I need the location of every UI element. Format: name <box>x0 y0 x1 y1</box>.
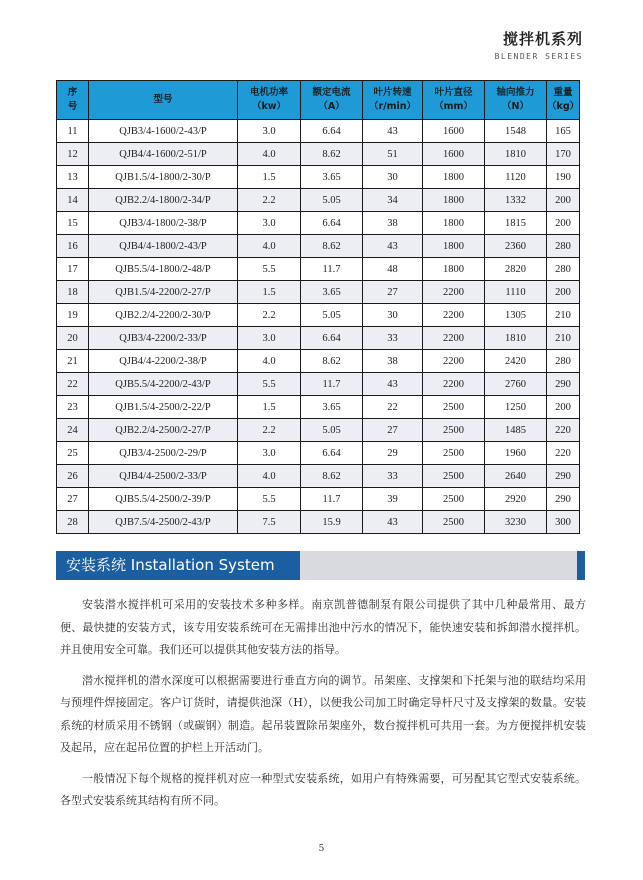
column-header <box>238 81 301 120</box>
table-cell: 2500 <box>423 488 485 511</box>
table-cell: 220 <box>547 419 580 442</box>
column-header-line: （kg） <box>547 101 580 112</box>
column-header-line: （A） <box>318 101 345 112</box>
table-cell: 1800 <box>423 166 485 189</box>
table-cell: 5.05 <box>301 189 363 212</box>
table-cell: 1960 <box>485 442 547 465</box>
table-cell: 1332 <box>485 189 547 212</box>
table-row <box>57 511 580 534</box>
column-header-line: （N） <box>502 101 529 112</box>
table-row <box>57 396 580 419</box>
table-cell: 15 <box>57 212 89 235</box>
table-cell: 19 <box>57 304 89 327</box>
column-header <box>57 81 89 120</box>
table-cell: 30 <box>363 166 423 189</box>
table-cell: 300 <box>547 511 580 534</box>
table-cell: 6.64 <box>301 212 363 235</box>
paragraph: 一般情况下每个规格的搅拌机对应一种型式安装系统，如用户有特殊需要，可另配其它型式安装系统。各型式安装系统其结构有所不同。 <box>60 771 586 807</box>
table-cell: 27 <box>57 488 89 511</box>
table-cell: QJB1.5/4-2200/2-27/P <box>89 281 238 304</box>
table-cell: 2760 <box>485 373 547 396</box>
table-cell: 43 <box>363 120 423 143</box>
table-cell: 5.5 <box>238 373 301 396</box>
table-cell: QJB2.2/4-1800/2-34/P <box>89 189 238 212</box>
table-cell: 43 <box>363 373 423 396</box>
table-cell: 3.65 <box>301 166 363 189</box>
table-cell: 15.9 <box>301 511 363 534</box>
table-cell: QJB3/4-2200/2-33/P <box>89 327 238 350</box>
page-number: 5 <box>318 844 325 854</box>
table-cell: 2500 <box>423 511 485 534</box>
table-body <box>57 120 580 534</box>
table-cell: 6.64 <box>301 120 363 143</box>
table-cell: QJB2.2/4-2500/2-27/P <box>89 419 238 442</box>
table-row <box>57 281 580 304</box>
table-cell: 3.0 <box>238 327 301 350</box>
table-cell: 5.05 <box>301 419 363 442</box>
table-cell: 6.64 <box>301 442 363 465</box>
table-cell: 13 <box>57 166 89 189</box>
table-cell: 1.5 <box>238 166 301 189</box>
table-cell: 24 <box>57 419 89 442</box>
table-cell: 23 <box>57 396 89 419</box>
paragraph: 潜水搅拌机的潜水深度可以根据需要进行垂直方向的调节。吊架座、支撑架和下托架与池的联结均采用与预埋件焊接固定。客户订货时，请提供池深（H），以便我公司加工时确定导杆尺寸及支撑架的数量。安装系统的材质采用不锈钢（或碳钢）制造。起吊装置除吊架座外，数台搅拌机可共用一套。为方便搅拌机安装及起吊，应在起吊位置的护栏上开活动门。 <box>60 673 586 754</box>
table-cell: 2500 <box>423 396 485 419</box>
table-cell: 51 <box>363 143 423 166</box>
table-cell: QJB5.5/4-2200/2-43/P <box>89 373 238 396</box>
paragraph: 安装潜水搅拌机可采用的安装技术多种多样。南京凯普德制泵有限公司提供了其中几种最常用、最方便、最快捷的安装方式，该专用安装系统可在无需排出池中污水的情况下，能快速安装和拆卸潜水搅拌机。并且使用安全可靠。我们还可以提供其他安装方法的指导。 <box>60 598 586 656</box>
table-cell: 18 <box>57 281 89 304</box>
table-cell: 200 <box>547 212 580 235</box>
column-header <box>547 81 580 120</box>
table-cell: QJB4/4-1800/2-43/P <box>89 235 238 258</box>
table-cell: 6.64 <box>301 327 363 350</box>
table-row <box>57 373 580 396</box>
table-cell: 1.5 <box>238 281 301 304</box>
table-cell: 1800 <box>423 258 485 281</box>
table-cell: 2200 <box>423 304 485 327</box>
table-cell: QJB3/4-2500/2-29/P <box>89 442 238 465</box>
table-cell: 8.62 <box>301 235 363 258</box>
table-cell: 4.0 <box>238 350 301 373</box>
table-cell: 3.0 <box>238 442 301 465</box>
table-cell: 2500 <box>423 465 485 488</box>
table-cell: 1548 <box>485 120 547 143</box>
table-cell: 38 <box>363 350 423 373</box>
table-cell: QJB2.2/4-2200/2-30/P <box>89 304 238 327</box>
table-cell: QJB1.5/4-2500/2-22/P <box>89 396 238 419</box>
column-header <box>301 81 363 120</box>
column-header-line: 型号 <box>153 94 173 105</box>
column-header-line: 号 <box>67 101 78 112</box>
table-cell: 220 <box>547 442 580 465</box>
column-header-line: （mm） <box>434 101 473 112</box>
table-cell: 8.62 <box>301 350 363 373</box>
table-cell: 38 <box>363 212 423 235</box>
table-cell: 1800 <box>423 235 485 258</box>
table-cell: 4.0 <box>238 235 301 258</box>
table-cell: 290 <box>547 465 580 488</box>
table-cell: 26 <box>57 465 89 488</box>
table-cell: QJB7.5/4-2500/2-43/P <box>89 511 238 534</box>
table-cell: QJB3/4-1600/2-43/P <box>89 120 238 143</box>
table-cell: 34 <box>363 189 423 212</box>
table-cell: 1810 <box>485 143 547 166</box>
table-cell: QJB5.5/4-2500/2-39/P <box>89 488 238 511</box>
table-cell: 11.7 <box>301 488 363 511</box>
table-header-row <box>57 81 580 120</box>
table-cell: 39 <box>363 488 423 511</box>
table-cell: 165 <box>547 120 580 143</box>
table-cell: 1600 <box>423 120 485 143</box>
table-cell: 2200 <box>423 373 485 396</box>
table-cell: 3230 <box>485 511 547 534</box>
table-cell: 1800 <box>423 212 485 235</box>
table-cell: 33 <box>363 327 423 350</box>
column-header-line: （r/min） <box>368 101 417 112</box>
table-cell: 8.62 <box>301 465 363 488</box>
table-cell: 43 <box>363 511 423 534</box>
table-cell: 4.0 <box>238 143 301 166</box>
table-cell: 12 <box>57 143 89 166</box>
table-cell: 1120 <box>485 166 547 189</box>
table-cell: 3.0 <box>238 212 301 235</box>
table-cell: 200 <box>547 189 580 212</box>
table-cell: 200 <box>547 396 580 419</box>
table-cell: 25 <box>57 442 89 465</box>
table-cell: 1305 <box>485 304 547 327</box>
column-header-line: 叶片转速 <box>373 87 412 98</box>
table-cell: 48 <box>363 258 423 281</box>
column-header-line: 重量 <box>553 87 573 98</box>
section-header-bar <box>56 551 585 580</box>
table-cell: 17 <box>57 258 89 281</box>
table-cell: 4.0 <box>238 465 301 488</box>
table-cell: 22 <box>57 373 89 396</box>
table-cell: 280 <box>547 235 580 258</box>
column-header <box>89 81 238 120</box>
table-cell: 190 <box>547 166 580 189</box>
table-cell: 200 <box>547 281 580 304</box>
table-cell: 1110 <box>485 281 547 304</box>
table-cell: 1.5 <box>238 396 301 419</box>
table-cell: 1815 <box>485 212 547 235</box>
table-cell: 2820 <box>485 258 547 281</box>
table-cell: 170 <box>547 143 580 166</box>
table-cell: 5.5 <box>238 258 301 281</box>
table-row <box>57 212 580 235</box>
table-cell: 2.2 <box>238 304 301 327</box>
table-cell: 1810 <box>485 327 547 350</box>
table-cell: 3.65 <box>301 281 363 304</box>
column-header-line: 叶片直径 <box>434 87 473 98</box>
column-header-line: 序 <box>67 87 78 98</box>
table-cell: 27 <box>363 419 423 442</box>
table-cell: 22 <box>363 396 423 419</box>
table-row <box>57 189 580 212</box>
table-cell: 11.7 <box>301 373 363 396</box>
table-row <box>57 442 580 465</box>
table-cell: 7.5 <box>238 511 301 534</box>
table-cell: 11 <box>57 120 89 143</box>
table-cell: 1485 <box>485 419 547 442</box>
table-cell: 290 <box>547 373 580 396</box>
table-row <box>57 143 580 166</box>
spec-table-container <box>56 80 579 534</box>
table-cell: 8.62 <box>301 143 363 166</box>
table-cell: 29 <box>363 442 423 465</box>
table-cell: QJB4/4-1600/2-51/P <box>89 143 238 166</box>
table-cell: 1250 <box>485 396 547 419</box>
table-cell: 2500 <box>423 419 485 442</box>
table-cell: 5.5 <box>238 488 301 511</box>
table-row <box>57 235 580 258</box>
table-cell: 2.2 <box>238 419 301 442</box>
table-cell: 2920 <box>485 488 547 511</box>
section-title: 安装系统 Installation System <box>56 551 300 580</box>
table-cell: QJB1.5/4-1800/2-30/P <box>89 166 238 189</box>
table-cell: QJB4/4-2500/2-33/P <box>89 465 238 488</box>
table-cell: 290 <box>547 488 580 511</box>
table-row <box>57 120 580 143</box>
table-cell: 2.2 <box>238 189 301 212</box>
column-header <box>423 81 485 120</box>
table-cell: 210 <box>547 304 580 327</box>
table-row <box>57 465 580 488</box>
table-cell: 3.0 <box>238 120 301 143</box>
column-header-line: 轴向推力 <box>496 87 535 98</box>
table-cell: 2200 <box>423 327 485 350</box>
table-cell: 210 <box>547 327 580 350</box>
series-subtitle: BLENDER SERIES <box>494 52 583 61</box>
table-cell: 20 <box>57 327 89 350</box>
table-cell: 5.05 <box>301 304 363 327</box>
column-header-line: 额定电流 <box>312 87 351 98</box>
table-row <box>57 488 580 511</box>
table-cell: 43 <box>363 235 423 258</box>
table-cell: 2200 <box>423 281 485 304</box>
table-cell: 2500 <box>423 442 485 465</box>
table-cell: 30 <box>363 304 423 327</box>
table-cell: 1600 <box>423 143 485 166</box>
section-accent-block <box>577 551 585 580</box>
table-cell: 2360 <box>485 235 547 258</box>
table-cell: 33 <box>363 465 423 488</box>
table-row <box>57 350 580 373</box>
table-cell: 21 <box>57 350 89 373</box>
table-cell: QJB3/4-1800/2-38/P <box>89 212 238 235</box>
table-cell: QJB5.5/4-1800/2-48/P <box>89 258 238 281</box>
column-header <box>485 81 547 120</box>
column-header <box>363 81 423 120</box>
series-title: 搅拌机系列 <box>502 30 583 48</box>
table-cell: 27 <box>363 281 423 304</box>
table-cell: 1800 <box>423 189 485 212</box>
table-row <box>57 327 580 350</box>
spec-table <box>56 80 580 534</box>
table-row <box>57 166 580 189</box>
table-cell: 14 <box>57 189 89 212</box>
table-cell: 28 <box>57 511 89 534</box>
table-cell: 280 <box>547 258 580 281</box>
column-header-line: （kw） <box>251 101 287 112</box>
table-row <box>57 258 580 281</box>
table-cell: 2640 <box>485 465 547 488</box>
table-cell: 2420 <box>485 350 547 373</box>
table-cell: 3.65 <box>301 396 363 419</box>
table-cell: 16 <box>57 235 89 258</box>
column-header-line: 电机功率 <box>249 87 288 98</box>
table-row <box>57 304 580 327</box>
table-cell: QJB4/4-2200/2-38/P <box>89 350 238 373</box>
table-cell: 11.7 <box>301 258 363 281</box>
table-row <box>57 419 580 442</box>
table-cell: 2200 <box>423 350 485 373</box>
body-text <box>60 594 586 821</box>
table-cell: 280 <box>547 350 580 373</box>
